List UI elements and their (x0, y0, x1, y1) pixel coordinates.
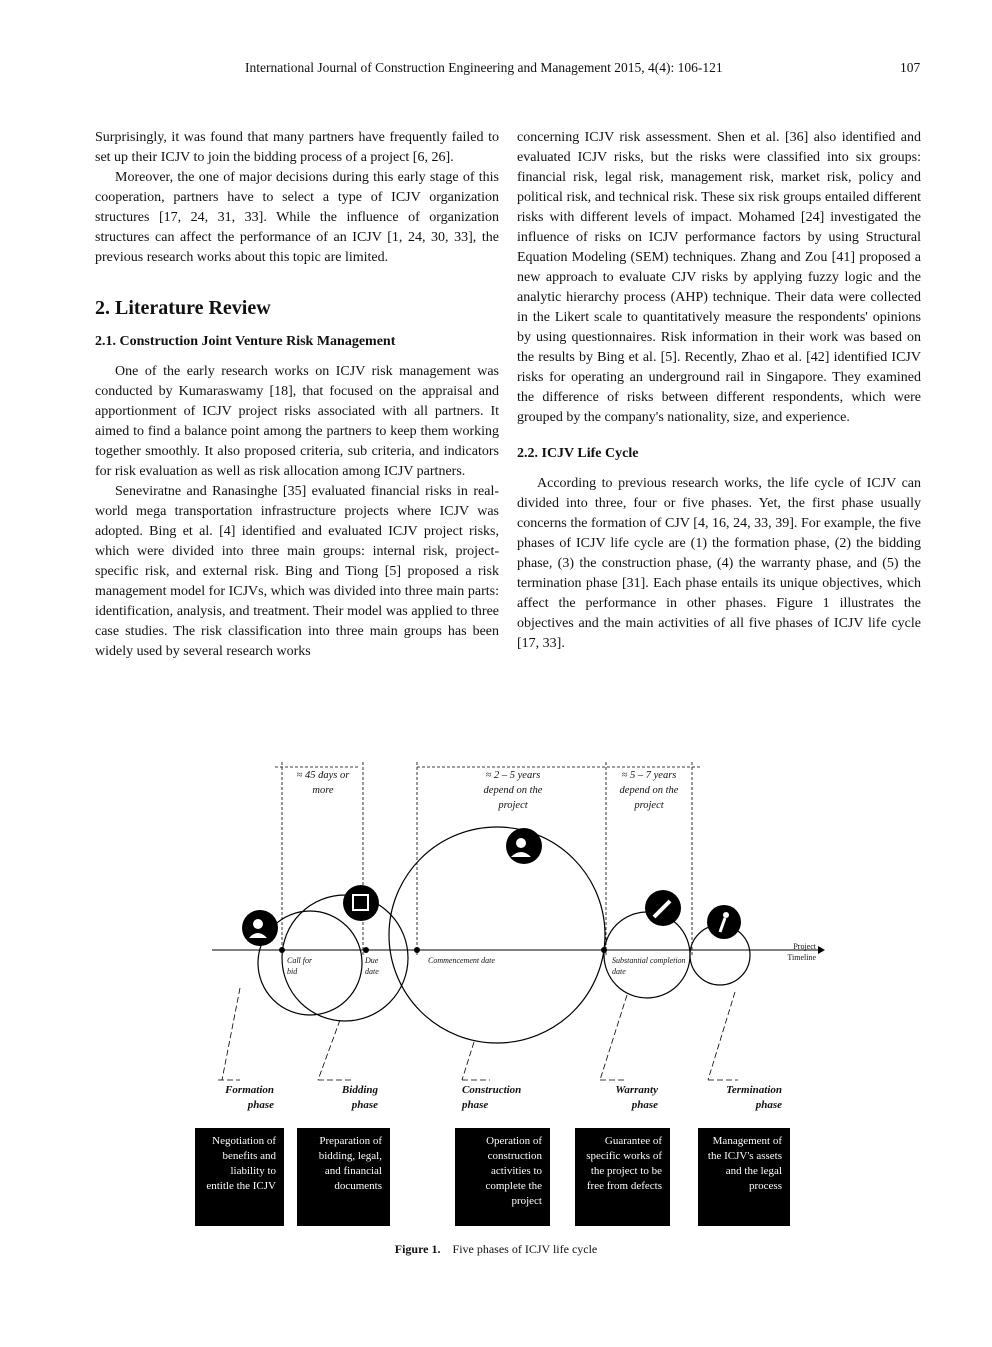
paragraph: Surprisingly, it was found that many partners have frequently failed to set up their ICJV to join the bidding process of a project [6, 26]. (95, 130, 499, 165)
phase-termination: Termination phase (726, 1084, 782, 1111)
worker-icon (506, 828, 542, 864)
phase-construction: Construction phase (462, 1084, 522, 1111)
phase-bidding: Bidding phase (341, 1084, 378, 1111)
wrench-icon (645, 890, 681, 926)
label-commencement: Commencement date (428, 956, 495, 965)
phase-desc-bidding: Preparation of bidding, legal, and financial documents (297, 1128, 390, 1226)
leader-lines (218, 988, 738, 1080)
subsection-title: 2.1. Construction Joint Venture Risk Management (95, 334, 396, 349)
phase-icons (242, 828, 741, 946)
arrow-icon (818, 946, 825, 954)
phase-circles (258, 827, 750, 1043)
label-due-date: Due date (365, 956, 379, 976)
figure-caption: Figure 1. Five phases of ICJV life cycle (394, 1242, 598, 1256)
duration-construction: ≈ 2 – 5 years depend on the project (483, 770, 543, 811)
duration-bidding: ≈ 45 days or more (296, 770, 350, 796)
document-icon (343, 885, 379, 921)
subsection-title: 2.2. ICJV Life Cycle (517, 446, 639, 461)
paragraph: concerning ICJV risk assessment. Shen et al. [36] also identified and evaluated ICJV risks, but the risks were classified into six groups: financial risk, legal risk, management risk, market risk, policy and political risk, and technical risk. These six risk groups entailed different risks with different levels of impact. Mohamed [24] investigated the influence of risks on ICJV performance factors by using Structural Equation Modeling (SEM) techniques. Zhang and Zou [41] proposed a new approach to evaluate CJV risks by applying fuzzy logic and the analytic hierarchy process (AHP) technique. Their data were collected in the Likert scale to quantitatively measure the respondents' opinions by using questionnaires. Risk information in their work was based on the results by Bing et al. [5]. Recently, Zhao et al. [42] identified ICJV risks for operating an underground rail in Singapore. They examined the difference of risks between different respondents, which were grouped by the company's nationality, size, and experience. (517, 130, 921, 425)
label-substantial-completion: Substantial completion date (612, 956, 686, 976)
paragraph: Moreover, the one of major decisions during this early stage of this cooperation, partners have to select a type of ICJV organization structures [17, 24, 31, 33]. While the influence of organization structures can affect the performance of an ICJV [1, 24, 30, 33], the previous research works about this topic are limited. (95, 170, 499, 265)
phase-warranty: Warranty phase (615, 1084, 658, 1111)
paragraph: According to previous research works, the life cycle of ICJV can divided into three, four or five phases. Yet, the first phase usually concerns the formation of CJV [4, 16, 24, 33, 39]. For example, the five phases of ICJV life cycle are (1) the formation phase, (2) the bidding phase, (3) the construction phase, (4) the warranty phase, and (5) the termination phase [31]. Each phase entails its unique objectives, which affect the performance in other phases. Figure 1 illustrates the objectives and the main activities of all five phases of ICJV life cycle [17, 33]. (517, 476, 921, 651)
phase-desc-termination: Management of the ICJV's assets and the legal process (698, 1128, 790, 1226)
phase-formation: Formation phase (225, 1084, 274, 1111)
negotiation-icon (242, 910, 278, 946)
paragraph: Seneviratne and Ranasinghe [35] evaluated financial risks in real-world mega transportation infrastructure projects where ICJV was adopted. Bing et al. [4] identified and evaluated ICJV project risks, which were divided into three main groups: internal risk, project-specific risk, and external risk. Bing and Tiong [5] proposed a risk management model for ICJVs, which was divided into three main parts: identification, analysis, and treatment. Their model was applied to three case studies. The risk classification into three main groups has been widely used by several research works (95, 484, 499, 659)
page-number: 107 (900, 60, 921, 75)
running-header: International Journal of Construction Engineering and Management 2015, 4(4): 106-121 (245, 60, 723, 75)
label-call-for-bid: Call for bid (287, 956, 313, 976)
person-icon (707, 905, 741, 939)
phase-desc-warranty: Guarantee of specific works of the project to be free from defects (575, 1128, 670, 1226)
duration-warranty: ≈ 5 – 7 years depend on the project (619, 770, 679, 811)
paragraph: One of the early research works on ICJV risk management was conducted by Kumaraswamy [18], that focused on the appraisal and apportionment of ICJV project risks associated with all partners. It aimed to find a balance point among the partners to keep them working together smoothly. It also proposed criteria, sub criteria, and indicators for risk evaluation as well as risk allocation among ICJV partners. (95, 364, 499, 479)
label-project-timeline: Project Timeline (787, 942, 816, 962)
phase-desc-construction: Operation of construction activities to complete the project (455, 1128, 550, 1226)
phase-desc-formation: Negotiation of benefits and liability to entitle the ICJV (195, 1128, 284, 1226)
section-title: 2. Literature Review (95, 297, 271, 319)
